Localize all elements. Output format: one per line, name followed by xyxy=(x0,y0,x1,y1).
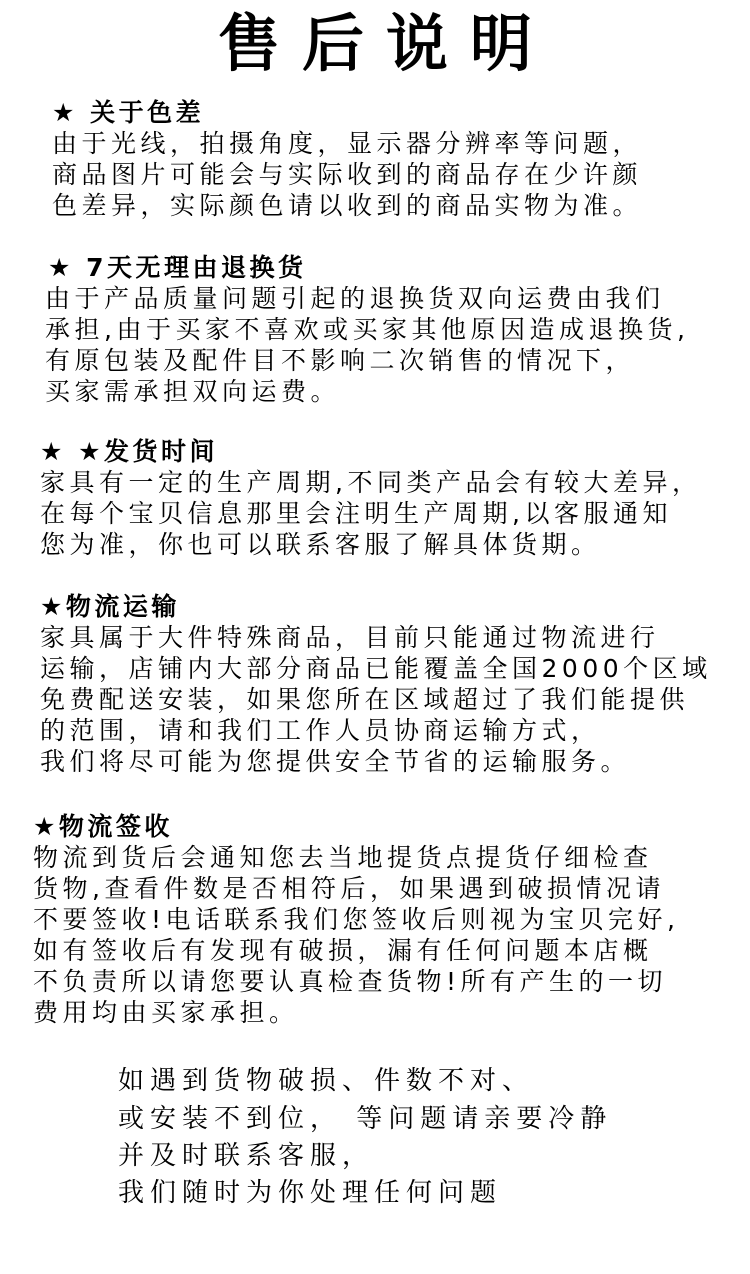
section-line: 免费配送安装，如果您所在区域超过了我们能提供 xyxy=(40,685,690,714)
section-line: 您为准，你也可以联系客服了解具体货期。 xyxy=(40,530,601,559)
section-line: 承担,由于买家不喜欢或买家其他原因造成退换货, xyxy=(45,315,690,344)
closing-line: 如遇到货物破损、件数不对、 xyxy=(118,1066,535,1096)
section-heading-returns: ★ 7天无理由退换货 xyxy=(48,253,307,282)
section-line: 买家需承担双向运费。 xyxy=(45,377,341,406)
section-line: 家具属于大件特殊商品，目前只能通过物流进行 xyxy=(40,623,660,652)
section-line: 有原包装及配件目不影响二次销售的情况下， xyxy=(45,346,636,375)
section-line: 在每个宝贝信息那里会注明生产周期,以客服通知 xyxy=(40,499,672,528)
section-line: 物流到货后会通知您去当地提货点提货仔细检查 xyxy=(33,843,653,872)
closing-line: 并及时联系客服， xyxy=(118,1141,375,1171)
section-line: 我们将尽可能为您提供安全节省的运输服务。 xyxy=(40,747,631,776)
section-line: 由于光线，拍摄角度，显示器分辨率等问题， xyxy=(52,129,643,158)
section-heading-delivery-time: ★ ★发货时间 xyxy=(40,437,219,466)
section-line: 由于产品质量问题引起的退换货双向运费由我们 xyxy=(45,284,665,313)
section-heading-color-difference: ★ 关于色差 xyxy=(52,98,205,127)
section-line: 家具有一定的生产周期,不同类产品会有较大差异， xyxy=(40,468,702,497)
closing-line: 我们随时为你处理任何问题 xyxy=(118,1178,503,1208)
section-line: 不负责所以请您要认真检查货物!所有产生的一切 xyxy=(33,967,668,996)
section-heading-logistics: ★物流运输 xyxy=(40,592,180,621)
section-heading-receipt: ★物流签收 xyxy=(33,812,173,841)
section-line: 色差异，实际颜色请以收到的商品实物为准。 xyxy=(52,191,643,220)
section-line: 不要签收!电话联系我们您签收后则视为宝贝完好, xyxy=(33,905,680,934)
section-line: 商品图片可能会与实际收到的商品存在少许颜 xyxy=(52,160,643,189)
section-line: 如有签收后有发现有破损，漏有任何问题本店概 xyxy=(33,936,653,965)
page-title: 售后说明 xyxy=(217,7,554,80)
section-line: 运输，店铺内大部分商品已能覆盖全国2000个区域 xyxy=(40,654,712,683)
closing-line: 或安装不到位， 等问题请亲要冷静 xyxy=(118,1104,613,1134)
section-line: 的范围，请和我们工作人员协商运输方式， xyxy=(40,716,601,745)
section-line: 货物,查看件数是否相符后，如果遇到破损情况请 xyxy=(33,874,665,903)
section-line: 费用均由买家承担。 xyxy=(33,998,299,1027)
